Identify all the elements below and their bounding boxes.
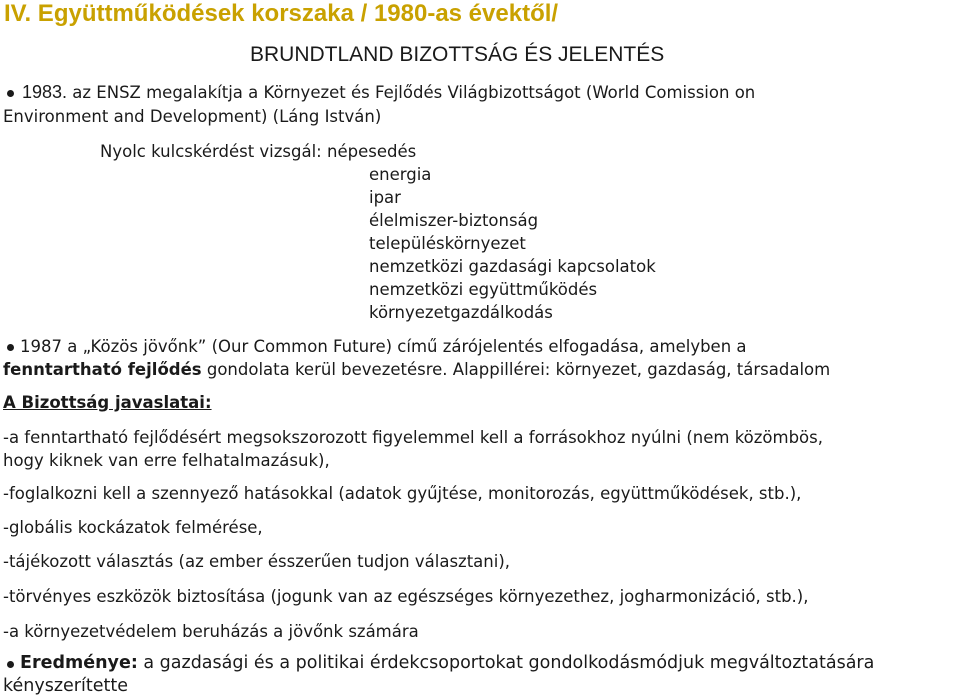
keyquestion-item: környezetgazdálkodás xyxy=(369,303,553,322)
result-line1 xyxy=(20,652,874,675)
keyquestions-intro: Nyolc kulcskérdést vizsgál: népesedés xyxy=(100,142,417,161)
proposals-heading: A Bizottság javaslatai: xyxy=(3,393,212,412)
keyquestion-item: nemzetközi gazdasági kapcsolatok xyxy=(369,257,656,276)
bullet2-text: gondolata kerül bevezetésre. Alappillérei: környezet, gazdaság, társadalom xyxy=(201,360,831,379)
section-subtitle: BRUNDTLAND BIZOTTSÁG ÉS JELENTÉS xyxy=(250,43,665,66)
proposal-item: -a környezetvédelem beruházás a jövőnk számára xyxy=(3,622,419,641)
bullet1-line1 xyxy=(22,81,755,104)
result-line2: kényszerítette xyxy=(3,676,128,696)
proposal-item: -globális kockázatok felmérése, xyxy=(3,518,263,537)
proposal-item: -foglalkozni kell a szennyező hatásokkal (adatok gyűjtése, monitorozás, együttműködések, stb.), xyxy=(3,484,802,503)
result-text: a gazdasági és a politikai érdekcsoportokat gondolkodásmódjuk megváltoztatására xyxy=(137,653,875,673)
keyquestion-item: ipar xyxy=(369,188,401,207)
proposal-item: hogy kiknek van erre felhatalmazásuk), xyxy=(3,451,330,470)
bullet-dot xyxy=(7,90,14,97)
bullet2-bold-term: fenntartható fejlődés xyxy=(3,360,202,379)
bullet2-line1: 1987 a „Közös jövőnk” (Our Common Future) című zárójelentés elfogadása, amelyben a xyxy=(20,337,747,356)
keyquestion-item: energia xyxy=(369,165,432,184)
keyquestion-item: településkörnyezet xyxy=(369,234,526,253)
bullet1-text: az ENSZ megalakítja a Környezet és Fejlődés Világbizottságot (World Comission on xyxy=(67,83,756,102)
bullet-dot xyxy=(7,344,14,351)
bullet1-line2: Environment and Development) (Láng István) xyxy=(3,107,382,126)
bullet-dot xyxy=(7,661,14,668)
bullet1-year: 1983. xyxy=(22,82,68,102)
page-title: IV. Együttműködések korszaka / 1980-as évektől/ xyxy=(4,0,559,27)
bullet2-line2 xyxy=(3,358,830,381)
proposal-item: -tájékozott választás (az ember ésszerűen tudjon választani), xyxy=(3,552,511,571)
proposal-item: -törvényes eszközök biztosítása (jogunk van az egészséges környezethez, jogharmonizáció, stb.), xyxy=(3,587,809,606)
proposal-item: -a fenntartható fejlődésért megsokszorozott figyelemmel kell a forrásokhoz nyúlni (nem közömbös, xyxy=(3,428,823,447)
keyquestion-item: élelmiszer-biztonság xyxy=(369,211,539,230)
result-label: Eredménye: xyxy=(20,653,138,673)
keyquestion-item: nemzetközi együttműködés xyxy=(369,280,598,299)
